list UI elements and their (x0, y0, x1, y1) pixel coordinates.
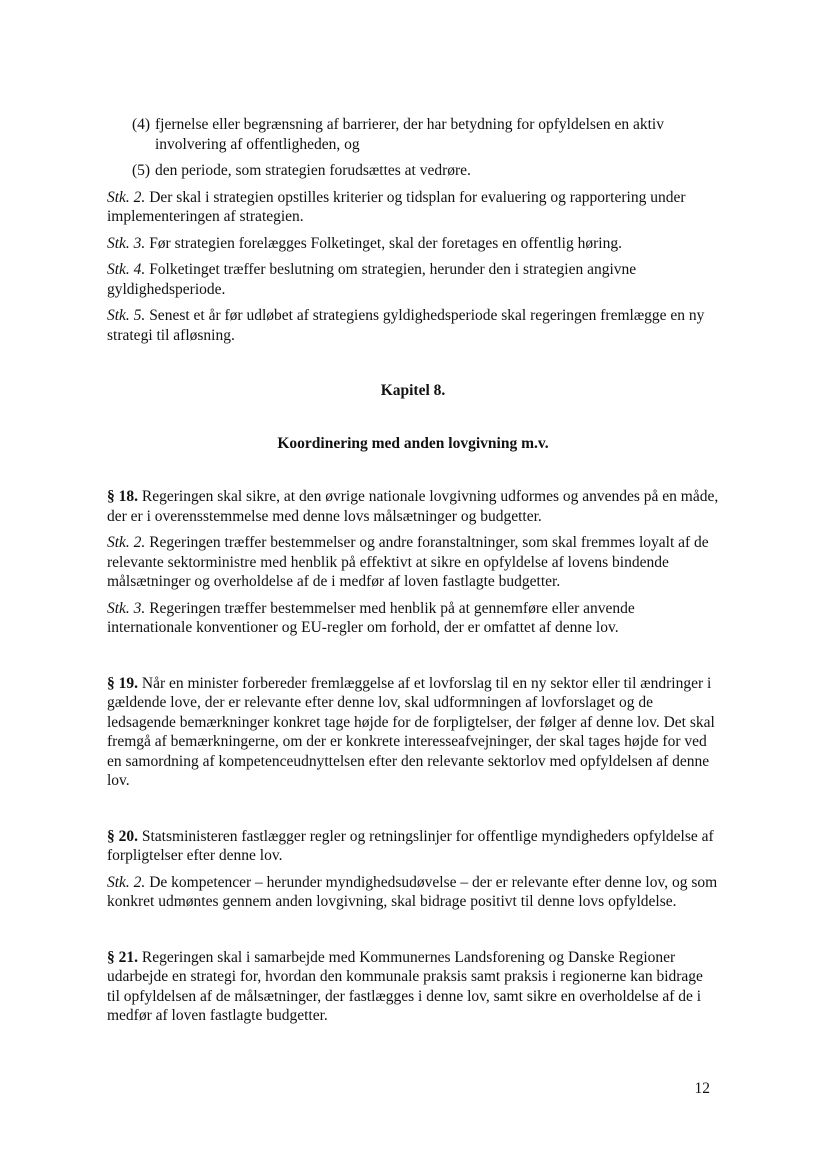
stk-label: Stk. 2. (107, 873, 146, 891)
section-mark: § 18. (107, 488, 138, 505)
stk-text: Regeringen træffer bestemmelser med henblik på at gennemføre eller anvende internationale konventioner og EU-regler om forhold, der er omfattet af denne lov. (107, 599, 635, 636)
list-item-number: (5) (132, 162, 151, 179)
stk-paragraph (107, 234, 719, 254)
stk-paragraph (107, 260, 719, 299)
section-text: Når en minister forbereder fremlæggelse af et lovforslag til en ny sektor eller til ændringer i gældende love, der er relevante efter denne lov, skal udformningen af lovforslaget og de ledsagende bemærkninger konkret tage højde for de forpligtelser, der følger af denne lov. Det skal fremgå af bemærkningerne, om der er konkrete interesseafvejninger, der skal tages højde for ved en samordning af kompetenceudnyttelsen efter den relevante sektorlov med opfyldelsen af denne lov. (107, 674, 715, 789)
stk-text: Før strategien forelægges Folketinget, skal der foretages en offentlig høring. (145, 234, 622, 252)
stk-text: De kompetencer – herunder myndighedsudøvelse – der er relevante efter denne lov, og som konkret udmøntes gennem anden lovgivning, skal bidrage positivt til denne lovs opfyldelse. (107, 873, 718, 910)
stk-label: Stk. 4. (107, 261, 146, 278)
section-paragraph (107, 827, 719, 866)
section-text: Regeringen skal i samarbejde med Kommunernes Landsforening og Danske Regioner udarbejde en strategi for, hvordan den kommunale praksis samt praksis i regionerne kan bidrage til opfyldelsen af de målsætninger, der fastlægges i denne lov, samt sikre en overholdelse af de i medfør af loven fastlagte budgetter. (107, 948, 703, 1024)
page-content (107, 115, 719, 1033)
stk-text: Der skal i strategien opstilles kriterier og tidsplan for evaluering og rapportering under implementeringen af strategien. (107, 188, 686, 225)
section-text: Statsministeren fastlægger regler og retningslinjer for offentlige myndigheders opfyldelse af forpligtelser efter denne lov. (107, 827, 714, 864)
list-item-text: fjernelse eller begrænsning af barrierer, der har betydning for opfyldelsen en aktiv involvering af offentligheden, og (155, 116, 664, 153)
list-item (107, 161, 719, 181)
section-18 (107, 487, 719, 638)
stk-paragraph (107, 188, 719, 227)
section-mark: § 20. (107, 827, 138, 845)
list-item-text: den periode, som strategien forudsættes at vedrøre. (155, 162, 471, 179)
section-mark: § 19. (107, 674, 138, 692)
section-paragraph (107, 948, 719, 1026)
chapter-title: Koordinering med anden lovgivning m.v. (277, 434, 549, 452)
stk-paragraph (107, 533, 719, 592)
stk-label: Stk. 3. (107, 599, 146, 617)
stk-paragraph (107, 599, 719, 638)
stk-text: Regeringen træffer bestemmelser og andre foranstaltninger, som skal fremmes loyalt af de relevante sektorministre med henblik på effektivt at sikre en opfyldelse af lovens bindende målsætninger og overholdelse af de i medfør af loven fastlagte budgetter. (107, 534, 709, 590)
stk-label: Stk. 3. (107, 234, 146, 252)
stk-label: Stk. 5. (107, 307, 146, 324)
section-text: Regeringen skal sikre, at den øvrige nationale lovgivning udformes og anvendes på en måde, der er i overensstemmelse med denne lovs målsætninger og budgetter. (107, 488, 719, 525)
section-19 (107, 674, 719, 791)
stk-label: Stk. 2. (107, 188, 146, 206)
section-21 (107, 948, 719, 1026)
section-20 (107, 827, 719, 912)
section-paragraph (107, 487, 719, 526)
list-item-number: (4) (132, 116, 151, 133)
stk-paragraph (107, 306, 719, 345)
list-item (107, 115, 719, 154)
page-number: 12 (694, 1080, 710, 1097)
stk-label: Stk. 2. (107, 534, 146, 551)
section-mark: § 21. (107, 948, 138, 966)
stk-text: Folketinget træffer beslutning om strategien, herunder den i strategien angivne gyldighedsperiode. (107, 261, 637, 298)
stk-paragraph (107, 873, 719, 912)
stk-text: Senest et år før udløbet af strategiens gyldighedsperiode skal regeringen fremlægge en ny strategi til afløsning. (107, 307, 705, 344)
section-paragraph (107, 674, 719, 791)
chapter-number: Kapitel 8. (380, 382, 446, 399)
